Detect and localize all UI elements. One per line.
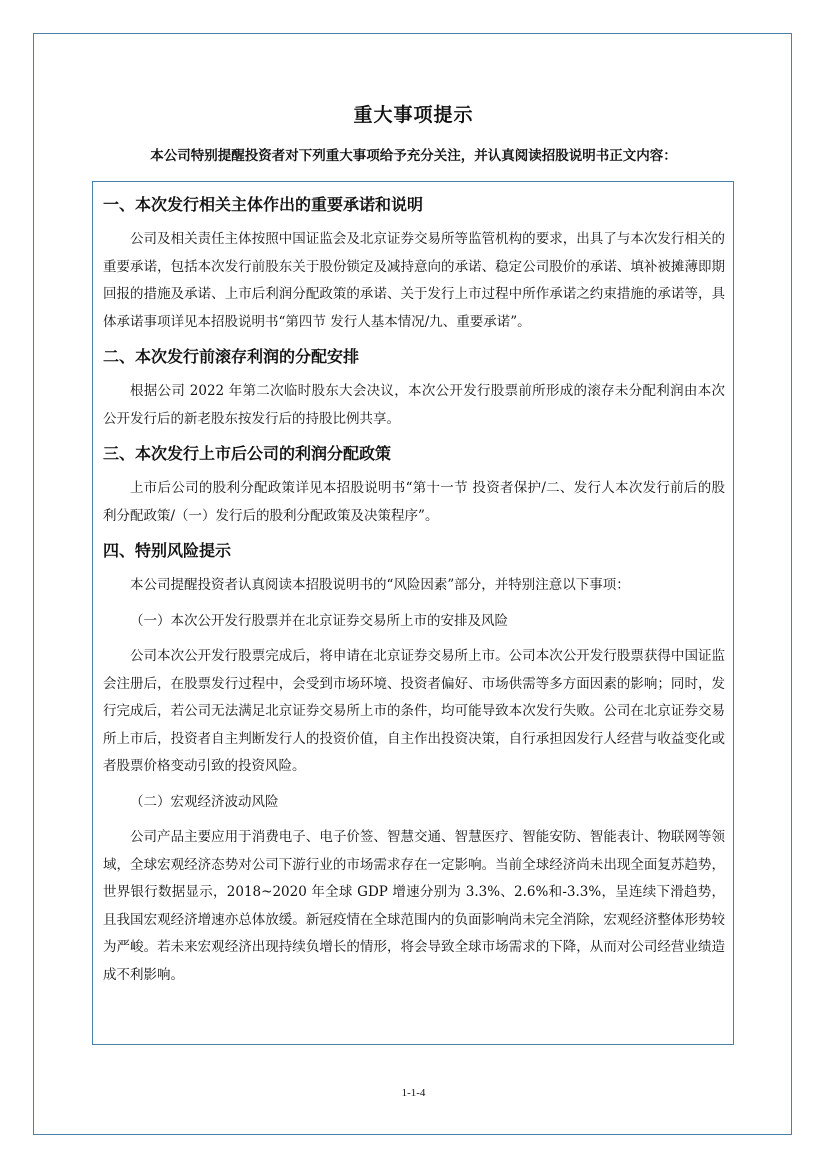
- content-box: [92, 181, 734, 1045]
- investor-notice: 本公司特别提醒投资者对下列重大事项给予充分关注，并认真阅读招股说明书正文内容：: [150, 148, 677, 164]
- risk-paragraph-2: 公司产品主要应用于消费电子、电子价签、智慧交通、智慧医疗、智能安防、智能表计、物联网等领域，全球宏观经济态势对公司下游行业的市场需求存在一定影响。当前全球经济尚未出现全面复苏趋势，世界银行数据显示，2018~2020 年全球 GDP 增速分别为 3.3%、2.6%和-3.3%，呈连续下滑趋势，且我国宏观经济增速亦总体放缓。新冠疫情在全球范围内的负面影响尚未完全消除，宏观经济整体形势较为严峻。若未来宏观经济出现持续负增长的情形，将会导致全球市场需求的下降，从而对公司经营业绩造成不利影响。: [103, 829, 725, 983]
- section-heading-4: 四、特别风险提示: [103, 541, 232, 560]
- page-title: 重大事项提示: [353, 104, 474, 126]
- page-number: 1-1-4: [401, 1087, 426, 1099]
- risk-subheading-1: （一）本次公开发行股票并在北京证券交易所上市的安排及风险: [130, 612, 508, 629]
- section-heading-1: 一、本次发行相关主体作出的重要承诺和说明: [103, 195, 424, 214]
- section-1-paragraph: 公司及相关责任主体按照中国证监会及北京证券交易所等监管机构的要求，出具了与本次发行相关的重要承诺，包括本次发行前股东关于股份锁定及减持意向的承诺、稳定公司股价的承诺、填补被摊薄即期回报的措施及承诺、上市后利润分配政策的承诺、关于发行上市过程中所作承诺之约束措施的承诺等，具体承诺事项详见本招股说明书“第四节 发行人基本情况/九、重要承诺”。: [103, 231, 725, 330]
- section-3-paragraph: 上市后公司的股利分配政策详见本招股说明书“第十一节 投资者保护/二、发行人本次发行前后的股利分配政策/（一）发行后的股利分配政策及决策程序”。: [103, 480, 725, 524]
- section-heading-3: 三、本次发行上市后公司的利润分配政策: [103, 444, 392, 463]
- section-heading-2: 二、本次发行前滚存利润的分配安排: [103, 347, 360, 366]
- section-4-intro: 本公司提醒投资者认真阅读本招股说明书的“风险因素”部分，并特别注意以下事项：: [130, 577, 630, 593]
- risk-subheading-2: （二）宏观经济波动风险: [130, 793, 279, 810]
- risk-paragraph-1: 公司本次公开发行股票完成后，将申请在北京证券交易所上市。公司本次公开发行股票获得中国证监会注册后，在股票发行过程中，会受到市场环境、投资者偏好、市场供需等多方面因素的影响；同时，发行完成后，若公司无法满足北京证券交易所上市的条件，均可能导致本次发行失败。公司在北京证券交易所上市后，投资者自主判断发行人的投资价值，自主作出投资决策，自行承担因发行人经营与收益变化或者股票价格变动引致的投资风险。: [103, 648, 725, 774]
- section-2-paragraph: 根据公司 2022 年第二次临时股东大会决议，本次公开发行股票前所形成的滚存未分配利润由本次公开发行后的新老股东按发行后的持股比例共享。: [103, 383, 725, 427]
